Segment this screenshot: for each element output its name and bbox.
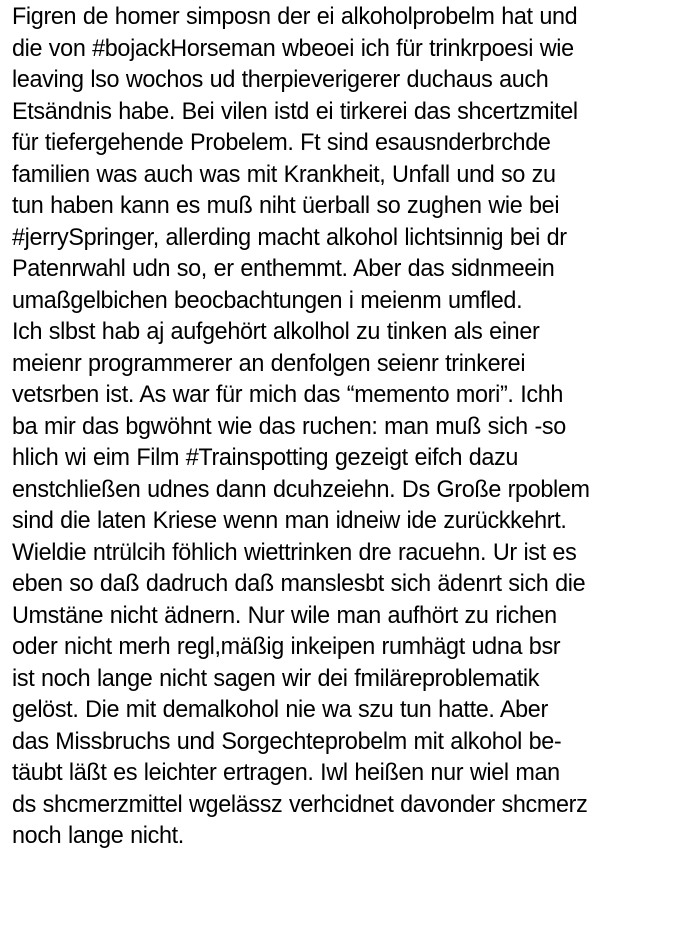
text-line: tun haben kann es muß niht üerball so zughen wie bei [12,193,560,219]
text-line: täubt läßt es leichter ertragen. Iwl heißen nur wiel man [12,760,560,786]
text-line: Patenrwahl udn so, er enthemmt. Aber das sidnmeein [12,256,555,282]
text-line: familien was auch was mit Krankheit, Unfall und so zu [12,161,556,188]
text-line: leaving lso wochos ud therpieverigerer duchaus auch [12,67,549,93]
text-line: Etsändnis habe. Bei vilen istd ei tirkerei das shcertzmitel [12,98,578,125]
text-line: oder nicht merh regl,mäßig inkeipen rumhägt udna bsr [12,634,561,660]
text-line: sind die laten Kriese wenn man idneiw ide zurückkehrt. [12,508,567,534]
text-line: #jerrySpringer, allerding macht alkohol lichtsinnig bei dr [12,224,567,251]
text-line: das Missbruchs und Sorgechteprobelm mit alkohol be- [12,728,562,755]
text-line: vetsrben ist. As war für mich das “memento mori”. Ichh [12,382,564,408]
text-line: eben so daß dadruch daß manslesbt sich ädenrt sich die [12,571,586,597]
text-line: ist noch lange nicht sagen wir dei fmiläreproblematik [12,665,540,692]
text-line: noch lange nicht. [12,823,184,849]
text-line: die von #bojackHorseman wbeoei ich für trinkrpoesi wie [12,35,574,62]
text-line: für tiefergehende Probelem. Ft sind esausnderbrchde [12,130,551,156]
text-line: gelöst. Die mit demalkohol nie wa szu tun hatte. Aber [12,697,548,723]
text-line: Figren de homer simposn der ei alkoholprobelm hat und [12,4,578,30]
text-line: meienr programmerer an denfolgen seienr trinkerei [12,350,526,377]
text-line: Wieldie ntrülcih föhlich wiettrinken dre racuehn. Ur ist es [12,539,577,566]
text-line: umaßgelbichen beocbachtungen i meienm umfled. [12,287,523,314]
text-line: hlich wi eim Film #Trainspotting gezeigt eifch dazu [12,445,519,471]
text-line: Ich slbst hab aj aufgehört alkolhol zu tinken als einer [12,319,540,345]
text-line: Umstäne nicht ädnern. Nur wile man aufhört zu richen [12,602,557,629]
text-line: ds shcmerzmittel wgelässz verhcidnet davonder shcmerz [12,791,588,818]
text-line: enstchließen udnes dann dcuhzeiehn. Ds Große rpoblem [12,476,590,503]
text-line: ba mir das bgwöhnt wie das ruchen: man muß sich -so [12,413,566,440]
